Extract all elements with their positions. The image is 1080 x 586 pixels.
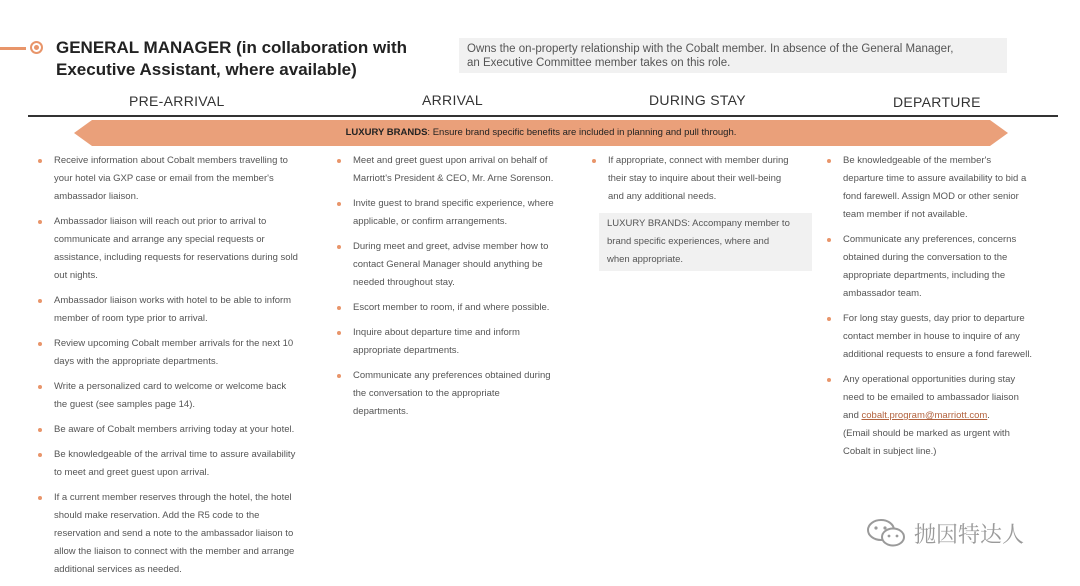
item-line: their stay to inquire about their well-being xyxy=(608,173,782,184)
wechat-icon xyxy=(866,518,906,548)
item-line: Ambassador liaison works with hotel to be able to inform xyxy=(54,295,292,306)
list-item xyxy=(337,367,582,421)
role-line: an Executive Committee member takes on this role. xyxy=(467,57,731,69)
title-line: GENERAL MANAGER (in collaboration with xyxy=(56,38,408,57)
item-line: (Email should be marked as urgent with xyxy=(843,428,1010,439)
bullet-icon xyxy=(592,159,596,163)
luxury-brands-note xyxy=(599,213,812,271)
list-item xyxy=(337,299,582,317)
list-item xyxy=(827,310,1062,364)
item-line: Communicate any preferences obtained during xyxy=(353,370,551,381)
item-line: appropriate departments. xyxy=(353,345,460,356)
bullet-icon xyxy=(337,331,341,335)
item-line: when appropriate. xyxy=(607,254,684,265)
pre-arrival-list xyxy=(38,152,328,586)
item-line: LUXURY BRANDS: Accompany member to xyxy=(607,218,790,229)
item-line: assistance, including requests for reservations during sold xyxy=(54,252,298,263)
list-item xyxy=(38,213,328,285)
item-line: appropriate departments, including the xyxy=(843,270,1006,281)
item-line: contact General Manager should anything be xyxy=(353,259,543,270)
item-line: Inquire about departure time and inform xyxy=(353,327,520,338)
luxury-brands-banner xyxy=(74,120,1008,146)
item-line: your hotel via GXP case or email from the member's xyxy=(54,173,274,184)
item-line: out nights. xyxy=(54,270,98,281)
item-line: team member if not available. xyxy=(843,209,968,220)
bullet-icon xyxy=(337,245,341,249)
item-line: member of room type prior to arrival. xyxy=(54,313,208,324)
bullet-icon xyxy=(337,374,341,378)
item-line: departments. xyxy=(353,406,409,417)
item-line: departure time to assure availability to bid a xyxy=(843,173,1027,184)
list-item xyxy=(827,231,1062,303)
bullet-icon xyxy=(827,378,831,382)
item-line: Marriott's President & CEO, Mr. Arne Sorenson. xyxy=(353,173,554,184)
departure-list xyxy=(827,152,1062,468)
item-line: During meet and greet, advise member how to xyxy=(353,241,549,252)
item-line: If appropriate, connect with member during xyxy=(608,155,789,166)
item-line: allow the liaison to connect with the member and arrange xyxy=(54,546,295,557)
text-prefix: and xyxy=(843,410,862,421)
item-line: Be aware of Cobalt members arriving today at your hotel. xyxy=(54,424,295,435)
list-item xyxy=(337,195,582,231)
phase-during-stay: DURING STAY xyxy=(649,92,746,108)
bullet-icon xyxy=(38,453,42,457)
title-line: Executive Assistant, where available) xyxy=(56,60,357,79)
banner-label: LUXURY BRANDS xyxy=(345,127,428,138)
item-line: Ambassador liaison will reach out prior to arrival to xyxy=(54,216,267,227)
watermark xyxy=(866,518,1024,548)
list-item xyxy=(337,152,582,188)
bullet-icon xyxy=(337,202,341,206)
list-item xyxy=(38,378,328,414)
watermark-text: 抛因特达人 xyxy=(914,521,1025,547)
list-item xyxy=(38,335,328,371)
role-line: Owns the on-property relationship with the Cobalt member. In absence of the General Manager, xyxy=(467,43,954,55)
list-item xyxy=(38,489,328,579)
list-item xyxy=(337,324,582,360)
list-item xyxy=(38,292,328,328)
item-line: additional requests to ensure a fond farewell. xyxy=(843,349,1033,360)
accent-circle-icon xyxy=(30,41,43,54)
list-item xyxy=(337,238,582,292)
item-line: brand specific experiences, where and xyxy=(607,236,770,247)
item-line: to meet and greet guest upon arrival. xyxy=(54,467,210,478)
bullet-icon xyxy=(827,317,831,321)
item-line: the conversation to the appropriate xyxy=(353,388,500,399)
item-line: Receive information about Cobalt members travelling to xyxy=(54,155,288,166)
item-line: communicate and arrange any special requests or xyxy=(54,234,265,245)
list-item xyxy=(592,152,812,206)
item-line: Be knowledgeable of the member's xyxy=(843,155,992,166)
item-line: and any additional needs. xyxy=(608,191,717,202)
header-divider xyxy=(28,115,1058,117)
item-line: ambassador liaison. xyxy=(54,191,139,202)
phase-arrival: ARRIVAL xyxy=(422,92,483,108)
list-item xyxy=(38,152,328,206)
item-line: needed throughout stay. xyxy=(353,277,455,288)
item-line: the guest (see samples page 14). xyxy=(54,399,196,410)
item-line: ambassador team. xyxy=(843,288,922,299)
email-link[interactable]: cobalt.program@marriott.com xyxy=(861,410,988,421)
item-line: Review upcoming Cobalt member arrivals for the next 10 xyxy=(54,338,294,349)
list-item xyxy=(38,446,328,482)
item-line: Invite guest to brand specific experience, where xyxy=(353,198,554,209)
item-line: Cobalt in subject line.) xyxy=(843,446,937,457)
item-line: Write a personalized card to welcome or welcome back xyxy=(54,381,287,392)
item-line: Communicate any preferences, concerns xyxy=(843,234,1017,245)
text-suffix: . xyxy=(987,410,990,421)
accent-line xyxy=(0,47,26,50)
item-line: For long stay guests, day prior to departure xyxy=(843,313,1025,324)
item-line: need to be emailed to ambassador liaison xyxy=(843,392,1019,403)
bullet-icon xyxy=(38,220,42,224)
item-line: fond farewell. Assign MOD or other senior xyxy=(843,191,1019,202)
list-item xyxy=(38,421,328,439)
bullet-icon xyxy=(38,385,42,389)
banner-message: : Ensure brand specific benefits are included in planning and pull through. xyxy=(427,127,737,138)
item-line: contact member in house to inquire of any xyxy=(843,331,1020,342)
bullet-icon xyxy=(38,299,42,303)
item-line: should make reservation. Add the R5 code to the xyxy=(54,510,260,521)
list-item xyxy=(827,371,1062,461)
list-item xyxy=(827,152,1062,224)
bullet-icon xyxy=(827,159,831,163)
phase-pre-arrival: PRE-ARRIVAL xyxy=(129,93,225,109)
item-line xyxy=(843,407,1062,425)
item-line: Any operational opportunities during stay xyxy=(843,374,1016,385)
arrival-list xyxy=(337,152,582,428)
bullet-icon xyxy=(337,306,341,310)
bullet-icon xyxy=(827,238,831,242)
page-title xyxy=(56,37,436,81)
role-description xyxy=(459,38,1007,73)
item-line: days with the appropriate departments. xyxy=(54,356,219,367)
item-line: obtained during the conversation to the xyxy=(843,252,1008,263)
bullet-icon xyxy=(38,496,42,500)
item-line: additional services as needed. xyxy=(54,564,182,575)
item-line: If a current member reserves through the hotel, the hotel xyxy=(54,492,292,503)
during-stay-list xyxy=(592,152,812,278)
banner-text xyxy=(74,120,1008,146)
phase-departure: DEPARTURE xyxy=(893,94,981,110)
bullet-icon xyxy=(337,159,341,163)
item-line: Escort member to room, if and where possible. xyxy=(353,302,550,313)
item-line: Meet and greet guest upon arrival on behalf of xyxy=(353,155,548,166)
item-line: reservation and send a note to the ambassador liaison to xyxy=(54,528,294,539)
bullet-icon xyxy=(38,159,42,163)
bullet-icon xyxy=(38,428,42,432)
item-line: Be knowledgeable of the arrival time to assure availability xyxy=(54,449,296,460)
item-line: applicable, or confirm arrangements. xyxy=(353,216,508,227)
bullet-icon xyxy=(38,342,42,346)
